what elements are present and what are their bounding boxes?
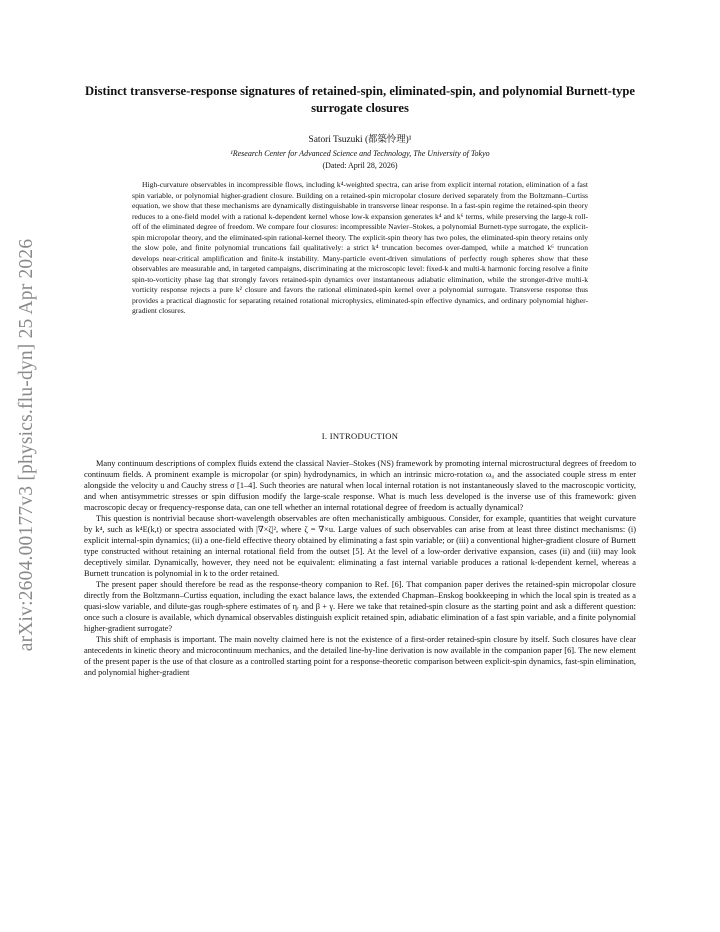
author-line: Satori Tsuzuki (都築怜理)¹: [308, 135, 412, 145]
arxiv-identifier: arXiv:2604.00177v3 [physics.flu-dyn] 25 Apr 2026: [16, 238, 37, 652]
section-heading: I. INTRODUCTION: [321, 431, 399, 441]
paper-title: Distinct transverse-response signatures of retained-spin, eliminated-spin, and polynomial Burnett-type surrogate closures: [85, 84, 635, 115]
paragraph: Many continuum descriptions of complex fluids extend the classical Navier–Stokes (NS) framework by promoting internal microstructural degrees of freedom to continuum fields. A prominent example is micropolar (or spin) hydrodynamics, in which an intrinsic micro-rotation ω₀ and the associated couple stress m enter alongside the velocity u and Cauchy stress σ [1–4]. Such theories are natural when local internal rotation is not instantaneously slaved to the macroscopic vorticity, and when antisymmetric stresses or spin diffusion modify the large-scale response. What is much less developed is the inverse use of this framework: given macroscopic decay or frequency-response data, can one tell whether an internal rotational degree of freedom is actually dynamical?: [84, 459, 636, 512]
affiliation: ¹Research Center for Advanced Science and Technology, The University of Tokyo: [230, 149, 490, 158]
arxiv-sidebar: [4, 205, 50, 685]
body-text: [84, 458, 636, 678]
paragraph: The present paper should therefore be read as the response-theory companion to Ref. [6]. That companion paper derives the retained-spin micropolar closure directly from the Boltzmann–Curtiss equation, including the exact balance laws, the extended Chapman–Enskog bookkeeping in which the local spin is treated as a quasi-slow variable, and dilute-gas rough-sphere estimates of ηᵣ and β + γ. Here we take that retained-spin closure as the starting point and ask a different question: once such a closure is available, which dynamical observables distinguish explicit retained spin, adiabatic elimination of a fast spin variable, and a finite polynomial higher-gradient surrogate?: [84, 580, 636, 633]
date-line: (Dated: April 28, 2026): [322, 161, 398, 170]
paragraph: This shift of emphasis is important. The main novelty claimed here is not the existence of a first-order retained-spin closure by itself. Such closures have clear antecedents in kinetic theory and microcontinuum mechanics, and the detailed line-by-line derivation is now available in the companion paper [6]. The new element of the present paper is the use of that closure as a controlled starting point for a response-theoretic comparison between explicit-spin dynamics, fast-spin elimination, and polynomial higher-gradient: [84, 635, 636, 677]
abstract: High-curvature observables in incompressible flows, including k⁴-weighted spectra, can arise from explicit internal rotation, elimination of a fast spin variable, or polynomial higher-gradient closure. Building on a retained-spin micropolar closure derived separately from the Boltzmann–Curtiss equation, we show that these mechanisms are dynamically distinguishable in transverse linear response. In a fast-spin regime the retained-spin theory reduces to a one-field model with a rational k-dependent kernel whose low-k expansion generates k⁴ and k⁶ terms, while preserving the large-k roll-off of the eliminated degree of freedom. We compare four closures: incompressible Navier–Stokes, a polynomial Burnett-type surrogate, the explicit-spin micropolar theory, and the eliminated-spin rational-kernel theory. The explicit-spin theory has two poles, the eliminated-spin theory retains only the slow pole, and finite polynomial truncations fail qualitatively: a strict k⁴ truncation becomes over-damped, while a matched k⁶ truncation develops near-critical amplification and finite-k instability. Many-particle event-driven simulations of perfectly rough spheres show that these observables are measurable and, in targeted campaigns, discriminating at the microscopic level: fixed-k and multi-k harmonic forcing resolve a finite spin-to-vorticity phase lag that strongly favors retained-spin dynamics over instantaneous adiabatic elimination, while the stronger-drive multi-k vorticity response rejects a pure k² closure and favors the rational eliminated-spin kernel over a polynomial surrogate. Transverse response thus provides a practical diagnostic for separating retained rotational microphysics, eliminated-spin effective dynamics, and ordinary polynomial higher-gradient closures.: [132, 180, 588, 315]
paragraph: This question is nontrivial because short-wavelength observables are often mechanistically ambiguous. Consider, for example, quantities that weight curvature by k⁴, such as k⁴E(k,t) or spectra associated with |∇×ζ|², where ζ = ∇×u. Large values of such observables can arise from at least three distinct mechanisms: (i) explicit internal-spin dynamics; (ii) a one-field effective theory obtained by eliminating a fast spin variable; or (iii) a conventional higher-gradient closure of Burnett type constructed without retaining an internal rotational field from the outset [5]. At the level of a low-order derivative expansion, cases (ii) and (iii) may look deceptively similar. Dynamically, however, they need not be equivalent: eliminating a fast internal variable produces a rational k-dependent kernel, whereas a Burnett truncation is polynomial in k to the order retained.: [84, 514, 636, 578]
